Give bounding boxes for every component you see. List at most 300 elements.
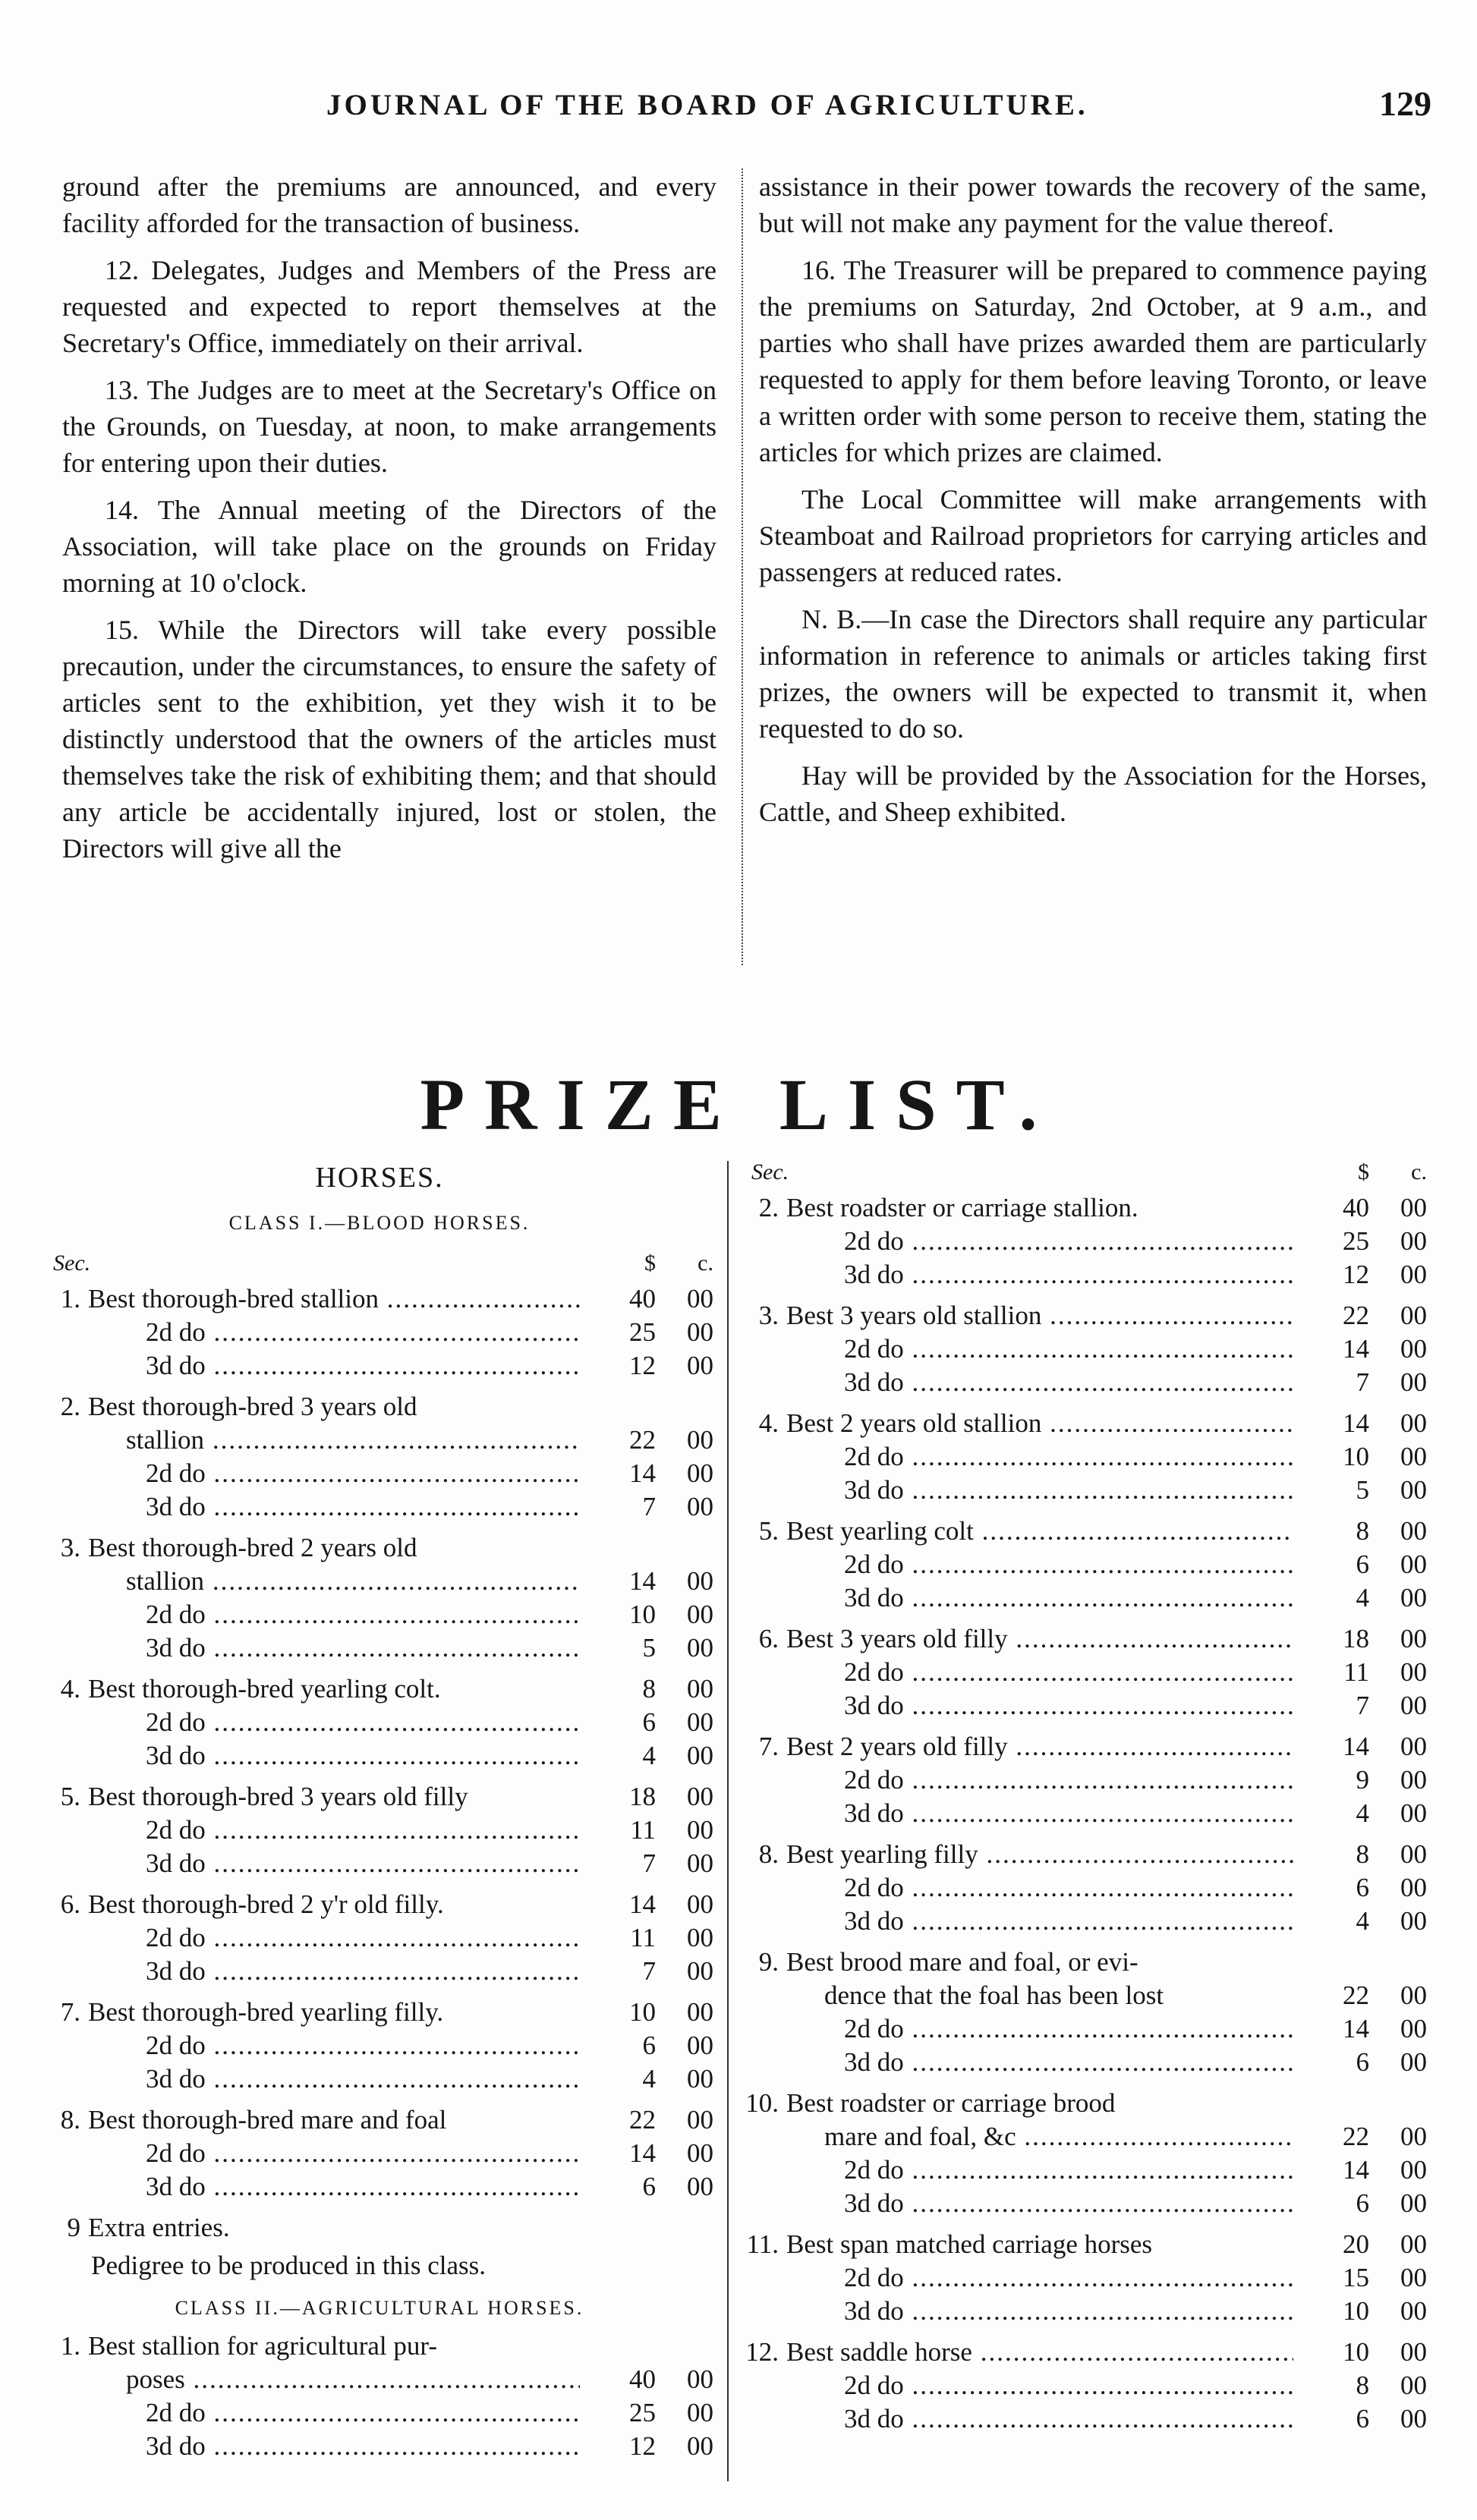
prize-description: Best 2 years old filly ..... — [786, 1730, 1293, 1763]
prize-description: Best thorough-bred mare and foal — [88, 2105, 447, 2135]
prize-description: Best thorough-bred 2 y'r old filly. — [88, 1889, 444, 1919]
paragraph: 13. The Judges are to meet at the Secretary's Office on the Grounds, on Tuesday, at noon, to make arrangements for entering upon their duties. — [62, 375, 716, 478]
prize-dollars: 6 — [642, 2031, 656, 2060]
prize-row — [46, 1490, 713, 1524]
prize-dollars: 14 — [629, 1566, 656, 1596]
prize-description: 2d do ..... — [88, 1706, 580, 1739]
prize-dollars: 6 — [1356, 1549, 1369, 1579]
prize-description: stallion ..... — [88, 1565, 580, 1598]
prize-description: 2d do ..... — [88, 1316, 580, 1349]
prize-dollars: 11 — [630, 1815, 656, 1845]
prize-cents: 00 — [687, 1351, 713, 1380]
prize-cents: 00 — [687, 1848, 713, 1878]
prize-dollars: 6 — [1356, 1873, 1369, 1902]
prize-row — [46, 2396, 713, 2430]
prize-row — [46, 2137, 713, 2170]
prize-description: 2d do ..... — [786, 2261, 1293, 2295]
prize-cents: 00 — [687, 2064, 713, 2094]
section-number: 3. — [60, 1533, 80, 1562]
prize-description: 2d do ..... — [786, 2369, 1293, 2402]
prize-row — [744, 1366, 1427, 1399]
prize-dollars: 10 — [629, 1600, 656, 1629]
prize-cents: 00 — [687, 1741, 713, 1770]
section-number: 4. — [758, 1408, 779, 1438]
prize-description: Best yearling colt ..... — [786, 1515, 1293, 1548]
prize-row — [46, 1888, 713, 1921]
prize-cents: 00 — [1400, 2371, 1427, 2400]
prize-dollars: 6 — [642, 2172, 656, 2201]
paragraph: The Local Committee will make arrangements with Steamboat and Railroad proprietors for carrying articles and passengers at reduced rates. — [759, 484, 1427, 587]
prize-dollars: 8 — [642, 1674, 656, 1704]
prize-cents: 00 — [1400, 2014, 1427, 2043]
prize-dollars: 4 — [1356, 1906, 1369, 1936]
prize-description: 2d do ..... — [786, 2012, 1293, 2046]
prize-row — [46, 1780, 713, 1814]
section-heading-horses: HORSES. — [315, 1162, 444, 1194]
prize-description: Best thorough-bred 3 years old filly — [88, 1782, 468, 1811]
prize-dollars: 4 — [642, 1741, 656, 1770]
prize-row — [744, 1838, 1427, 1871]
prize-description: 3d do ..... — [88, 2062, 580, 2096]
entry-spacer — [46, 2204, 713, 2211]
entry-spacer — [744, 2220, 1427, 2228]
prize-description: 3d do ..... — [786, 2187, 1293, 2220]
prize-dollars: 6 — [1356, 2188, 1369, 2218]
entry-spacer — [744, 1615, 1427, 1622]
entry-spacer — [744, 1722, 1427, 1730]
prize-dollars: 20 — [1343, 2229, 1369, 2259]
prize-row — [46, 2062, 713, 2096]
prose-right-column — [759, 168, 1427, 841]
prize-row — [46, 1316, 713, 1349]
class-heading-agricultural-horses: CLASS II.—AGRICULTURAL HORSES. — [175, 2297, 584, 2319]
prize-row — [46, 1424, 713, 1457]
prize-row — [744, 1905, 1427, 1938]
prize-dollars: 6 — [1356, 2047, 1369, 2077]
section-number: 5. — [60, 1782, 80, 1811]
prize-description: 2d do ..... — [88, 2396, 580, 2430]
prize-description: 2d do ..... — [88, 1921, 580, 1955]
prize-row — [46, 1706, 713, 1739]
prize-description: mare and foal, &c ..... — [786, 2120, 1293, 2153]
prize-dollars: 22 — [1343, 2122, 1369, 2151]
prize-row — [744, 1225, 1427, 1258]
prize-description: Best 3 years old filly ..... — [786, 1622, 1293, 1656]
prize-dollars: 14 — [629, 1889, 656, 1919]
entry-spacer — [744, 1399, 1427, 1407]
prize-cents: 00 — [687, 1815, 713, 1845]
paragraph: 14. The Annual meeting of the Directors of the Association, will take place on the grounds on Friday morning at 10 o'clock. — [62, 495, 716, 598]
prize-cents: 00 — [687, 1889, 713, 1919]
prize-dollars: 7 — [642, 1956, 656, 1986]
prize-row — [744, 1474, 1427, 1507]
prize-cents: 00 — [687, 1566, 713, 1596]
prize-row — [744, 2261, 1427, 2295]
prize-cents: 00 — [687, 1674, 713, 1704]
prize-dollars: 14 — [629, 2138, 656, 2168]
prize-description: 2d do ..... — [786, 1871, 1293, 1905]
prize-dollars: 18 — [1343, 1624, 1369, 1653]
entry-spacer — [46, 1773, 713, 1780]
prize-description: 2d do ..... — [786, 1225, 1293, 1258]
entry-spacer — [744, 1291, 1427, 1299]
prize-description: 3d do ..... — [88, 1739, 580, 1773]
prize-dollars: 9 — [1356, 1765, 1369, 1795]
prize-description: 2d do ..... — [88, 1457, 580, 1490]
prize-cents: 00 — [1400, 2122, 1427, 2151]
prize-row — [744, 1258, 1427, 1291]
prize-description: dence that the foal has been lost — [824, 1980, 1164, 2010]
prize-row — [46, 1565, 713, 1598]
prize-cents: 00 — [1400, 1193, 1427, 1222]
prize-row — [744, 2120, 1427, 2153]
column-divider-lower — [727, 1161, 729, 2481]
prize-description: Best span matched carriage horses — [786, 2229, 1153, 2259]
prize-description: poses ..... — [88, 2363, 580, 2396]
prize-cents: 00 — [687, 1492, 713, 1521]
prize-description: 3d do ..... — [786, 1258, 1293, 1291]
entry-spacer — [46, 1988, 713, 1996]
prize-dollars: 40 — [629, 2364, 656, 2394]
prize-cents: 00 — [687, 2398, 713, 2427]
prize-dollars: 7 — [642, 1848, 656, 1878]
prize-row — [46, 1349, 713, 1383]
prize-cents: 00 — [1400, 1226, 1427, 1256]
prize-cents: 00 — [687, 1997, 713, 2027]
prize-cents: 00 — [687, 1425, 713, 1455]
roadster-horses-prize-rows — [744, 1191, 1427, 2436]
prize-dollars: 7 — [1356, 1691, 1369, 1720]
prize-cents: 00 — [1400, 1798, 1427, 1828]
prize-cents: 00 — [1400, 2263, 1427, 2292]
prize-dollars: 8 — [1356, 2371, 1369, 2400]
prize-cents: 00 — [1400, 1839, 1427, 1869]
prize-description: Best 3 years old stallion ..... — [786, 1299, 1293, 1332]
prize-row — [46, 2430, 713, 2463]
prize-row — [744, 1763, 1427, 1797]
prize-row — [744, 1689, 1427, 1722]
blood-horses-prize-rows — [46, 1282, 713, 2245]
prize-dollars: 15 — [1343, 2263, 1369, 2292]
prize-cents: 00 — [1400, 1583, 1427, 1612]
prize-description: Extra entries. — [88, 2213, 230, 2242]
prize-row — [46, 2330, 713, 2363]
section-number: 9 — [67, 2213, 80, 2242]
prize-row — [744, 1299, 1427, 1332]
prize-description: 3d do ..... — [88, 1847, 580, 1880]
entry-spacer — [46, 1524, 713, 1531]
prize-cents: 00 — [1400, 1475, 1427, 1505]
prize-description: 2d do ..... — [88, 1598, 580, 1631]
prize-dollars: 12 — [1343, 1260, 1369, 1289]
prize-row — [46, 1921, 713, 1955]
section-number: 7. — [758, 1732, 779, 1761]
entry-spacer — [46, 2096, 713, 2103]
prose-left-column — [62, 168, 716, 877]
prize-cents: 00 — [1400, 1624, 1427, 1653]
prize-dollars: 14 — [1343, 1334, 1369, 1364]
prize-dollars: 25 — [1343, 1226, 1369, 1256]
prize-dollars: 7 — [1356, 1367, 1369, 1397]
prize-cents: 00 — [1400, 1980, 1427, 2010]
prize-dollars: 11 — [630, 1923, 656, 1952]
prize-row — [744, 1548, 1427, 1581]
prize-cents: 00 — [1400, 1260, 1427, 1289]
cents-column-label: c. — [1411, 1159, 1427, 1184]
section-number: 12. — [745, 2337, 779, 2367]
prize-row — [744, 2046, 1427, 2079]
prize-row — [744, 2153, 1427, 2187]
prize-cents: 00 — [687, 2138, 713, 2168]
prize-description: 3d do ..... — [786, 2046, 1293, 2079]
prize-row — [744, 1622, 1427, 1656]
prize-description: 3d do ..... — [786, 1797, 1293, 1830]
prize-cents: 00 — [1400, 2337, 1427, 2367]
entry-spacer — [46, 1665, 713, 1672]
prize-description: 3d do ..... — [786, 2295, 1293, 2328]
prize-dollars: 5 — [642, 1633, 656, 1663]
prize-row — [46, 2170, 713, 2204]
prize-cents: 00 — [1400, 1873, 1427, 1902]
prize-description: Best thorough-bred 2 years old — [88, 1533, 417, 1562]
prize-dollars: 11 — [1343, 1657, 1369, 1687]
prize-row — [744, 1440, 1427, 1474]
prize-description: 2d do ..... — [786, 1548, 1293, 1581]
section-number: 1. — [60, 1284, 80, 1313]
prize-description: 2d do ..... — [786, 1332, 1293, 1366]
prize-row — [46, 1531, 713, 1565]
prize-cents: 00 — [1400, 1334, 1427, 1364]
prize-row — [46, 1847, 713, 1880]
section-number: 3. — [758, 1301, 779, 1330]
page-number: 129 — [1379, 84, 1431, 123]
prize-dollars: 10 — [1343, 2337, 1369, 2367]
prize-description: 3d do ..... — [786, 1474, 1293, 1507]
class-heading-blood-horses: CLASS I.—BLOOD HORSES. — [228, 1212, 531, 1234]
money-column-heading — [46, 1244, 713, 1282]
section-number: 8. — [60, 2105, 80, 2135]
prize-cents: 00 — [1400, 1906, 1427, 1936]
section-number: 9. — [758, 1947, 779, 1977]
section-column-label: Sec. — [751, 1159, 789, 1184]
prize-description: 2d do ..... — [786, 2153, 1293, 2187]
prize-dollars: 5 — [1356, 1475, 1369, 1505]
prize-dollars: 40 — [1343, 1193, 1369, 1222]
prize-row — [744, 2336, 1427, 2369]
prize-description: 3d do ..... — [786, 2402, 1293, 2436]
prize-cents: 00 — [1400, 1442, 1427, 1471]
prize-dollars: 10 — [1343, 2296, 1369, 2326]
prize-dollars: 10 — [1343, 1442, 1369, 1471]
dollars-column-label: $ — [644, 1251, 656, 1276]
prize-cents: 00 — [1400, 1691, 1427, 1720]
entry-spacer — [744, 2079, 1427, 2087]
prize-description: Best yearling filly ..... — [786, 1838, 1293, 1871]
prize-description: 3d do ..... — [88, 1349, 580, 1383]
prize-cents: 00 — [687, 1707, 713, 1737]
prize-dollars: 40 — [629, 1284, 656, 1313]
dollars-column-label: $ — [1358, 1159, 1369, 1184]
prize-description: Best thorough-bred yearling filly. — [88, 1997, 444, 2027]
prize-dollars: 14 — [1343, 2155, 1369, 2185]
prize-description: 3d do ..... — [786, 1366, 1293, 1399]
prize-description: 3d do ..... — [88, 1955, 580, 1988]
prize-row — [46, 1814, 713, 1847]
prize-cents: 00 — [687, 1633, 713, 1663]
entry-spacer — [744, 1830, 1427, 1838]
prize-cents: 00 — [687, 1956, 713, 1986]
prize-description: 3d do ..... — [786, 1905, 1293, 1938]
prize-description: Best brood mare and foal, or evi- — [786, 1947, 1138, 1977]
prize-row — [744, 2402, 1427, 2436]
prize-dollars: 6 — [1356, 2404, 1369, 2433]
prize-list-right-column — [744, 1153, 1427, 2436]
entry-spacer — [744, 2328, 1427, 2336]
prize-row — [744, 1979, 1427, 2012]
prize-row — [744, 1797, 1427, 1830]
prize-row — [46, 1598, 713, 1631]
prize-description: Best saddle horse ..... — [786, 2336, 1293, 2369]
prize-row — [46, 1282, 713, 1316]
column-divider-upper — [742, 168, 743, 965]
prize-description: 3d do ..... — [88, 1490, 580, 1524]
prize-row — [46, 1739, 713, 1773]
prize-cents: 00 — [1400, 1549, 1427, 1579]
prize-cents: 00 — [687, 1317, 713, 1347]
paragraph: assistance in their power towards the recovery of the same, but will not make any payment for the value thereof. — [759, 171, 1427, 238]
section-number: 8. — [758, 1839, 779, 1869]
prize-description: stallion ..... — [88, 1424, 580, 1457]
prize-dollars: 25 — [629, 1317, 656, 1347]
prize-row — [744, 2012, 1427, 2046]
prize-description: Best thorough-bred stallion ..... — [88, 1282, 580, 1316]
prize-dollars: 22 — [1343, 1980, 1369, 2010]
prize-row — [744, 1332, 1427, 1366]
prize-description: Best roadster or carriage stallion. — [786, 1193, 1138, 1222]
prize-cents: 00 — [1400, 2404, 1427, 2433]
prize-cents: 00 — [687, 1782, 713, 1811]
prize-dollars: 22 — [629, 1425, 656, 1455]
prize-row — [46, 1390, 713, 1424]
section-number: 11. — [746, 2229, 779, 2259]
prize-row — [744, 2295, 1427, 2328]
prize-list-title: PRIZE LIST. — [420, 1064, 1057, 1145]
prize-description: 3d do ..... — [786, 1689, 1293, 1722]
prize-row — [46, 1631, 713, 1665]
prize-dollars: 14 — [1343, 1408, 1369, 1438]
prize-description: 2d do ..... — [786, 1656, 1293, 1689]
prize-dollars: 12 — [629, 2431, 656, 2461]
prize-dollars: 18 — [629, 1782, 656, 1811]
prize-cents: 00 — [1400, 2296, 1427, 2326]
prize-description: 3d do ..... — [786, 1581, 1293, 1615]
prize-row — [744, 1407, 1427, 1440]
prize-cents: 00 — [1400, 1516, 1427, 1546]
prize-row — [744, 2087, 1427, 2120]
pedigree-note: Pedigree to be produced in this class. — [91, 2251, 487, 2280]
prize-dollars: 7 — [642, 1492, 656, 1521]
prize-row — [744, 2369, 1427, 2402]
prize-row — [46, 1955, 713, 1988]
prize-cents: 00 — [687, 1923, 713, 1952]
prize-cents: 00 — [687, 1458, 713, 1488]
entry-spacer — [744, 1938, 1427, 1946]
section-number: 10. — [745, 2088, 779, 2118]
prize-dollars: 10 — [629, 1997, 656, 2027]
prize-cents: 00 — [1400, 2047, 1427, 2077]
prize-description: Best thorough-bred yearling colt. — [88, 1674, 441, 1704]
prize-dollars: 25 — [629, 2398, 656, 2427]
paragraph: 16. The Treasurer will be prepared to commence paying the premiums on Saturday, 2nd October, at 9 a.m., and parties who shall have prizes awarded them are particularly requested to apply for them before leaving Toronto, or leave a written order with some person to receive them, stating the articles for which prizes are claimed. — [759, 255, 1427, 467]
prize-row — [744, 1730, 1427, 1763]
prize-dollars: 14 — [629, 1458, 656, 1488]
prize-cents: 00 — [1400, 1657, 1427, 1687]
prize-cents: 00 — [687, 2431, 713, 2461]
prize-cents: 00 — [1400, 1367, 1427, 1397]
section-number: 5. — [758, 1516, 779, 1546]
entry-spacer — [46, 1383, 713, 1390]
prize-description: Best 2 years old stallion ..... — [786, 1407, 1293, 1440]
prize-cents: 00 — [687, 2172, 713, 2201]
prize-cents: 00 — [1400, 1765, 1427, 1795]
prize-row — [744, 1656, 1427, 1689]
prize-dollars: 14 — [1343, 1732, 1369, 1761]
prize-description: 2d do ..... — [88, 2029, 580, 2062]
prize-dollars: 12 — [629, 1351, 656, 1380]
prize-description: 2d do ..... — [786, 1763, 1293, 1797]
cents-column-label: c. — [698, 1251, 713, 1276]
paragraph: ground after the premiums are announced, and every facility afforded for the transaction of business. — [62, 171, 716, 238]
prize-row — [46, 2211, 713, 2245]
prize-row — [744, 2228, 1427, 2261]
prize-description: 3d do ..... — [88, 2430, 580, 2463]
prize-description: 3d do ..... — [88, 2170, 580, 2204]
paragraph: Hay will be provided by the Association for the Horses, Cattle, and Sheep exhibited. — [759, 760, 1427, 827]
running-head — [0, 83, 1477, 137]
prize-description: 2d do ..... — [88, 1814, 580, 1847]
prize-row — [744, 1581, 1427, 1615]
prize-dollars: 4 — [642, 2064, 656, 2094]
prize-row — [744, 2187, 1427, 2220]
section-number: 6. — [758, 1624, 779, 1653]
prize-dollars: 6 — [642, 1707, 656, 1737]
prize-description: Best thorough-bred 3 years old — [88, 1392, 417, 1421]
section-number: 1. — [60, 2331, 80, 2361]
agricultural-horses-prize-rows — [46, 2330, 713, 2463]
prize-description: 2d do ..... — [786, 1440, 1293, 1474]
prize-cents: 00 — [687, 2105, 713, 2135]
prize-cents: 00 — [687, 2031, 713, 2060]
prize-description: Best roadster or carriage brood — [786, 2088, 1116, 2118]
prize-dollars: 4 — [1356, 1798, 1369, 1828]
prize-dollars: 8 — [1356, 1516, 1369, 1546]
section-number: 2. — [60, 1392, 80, 1421]
prize-cents: 00 — [1400, 2188, 1427, 2218]
prize-cents: 00 — [1400, 2229, 1427, 2259]
prize-dollars: 4 — [1356, 1583, 1369, 1612]
prize-dollars: 8 — [1356, 1839, 1369, 1869]
paragraph: 15. While the Directors will take every possible precaution, under the circumstances, to ensure the safety of articles sent to the exhibition, yet they wish it to be distinctly understood that the owners of the articles must themselves take the risk of exhibiting them; and that should any article be accidentally injured, lost or stolen, the Directors will give all the — [62, 615, 716, 864]
prize-row — [46, 2103, 713, 2137]
prize-description: 3d do ..... — [88, 1631, 580, 1665]
prize-description: 2d do ..... — [88, 2137, 580, 2170]
section-number: 7. — [60, 1997, 80, 2027]
prize-row — [744, 1515, 1427, 1548]
prize-row — [46, 1457, 713, 1490]
money-column-heading-right — [744, 1153, 1427, 1191]
prize-cents: 00 — [1400, 1408, 1427, 1438]
section-number: 4. — [60, 1674, 80, 1704]
